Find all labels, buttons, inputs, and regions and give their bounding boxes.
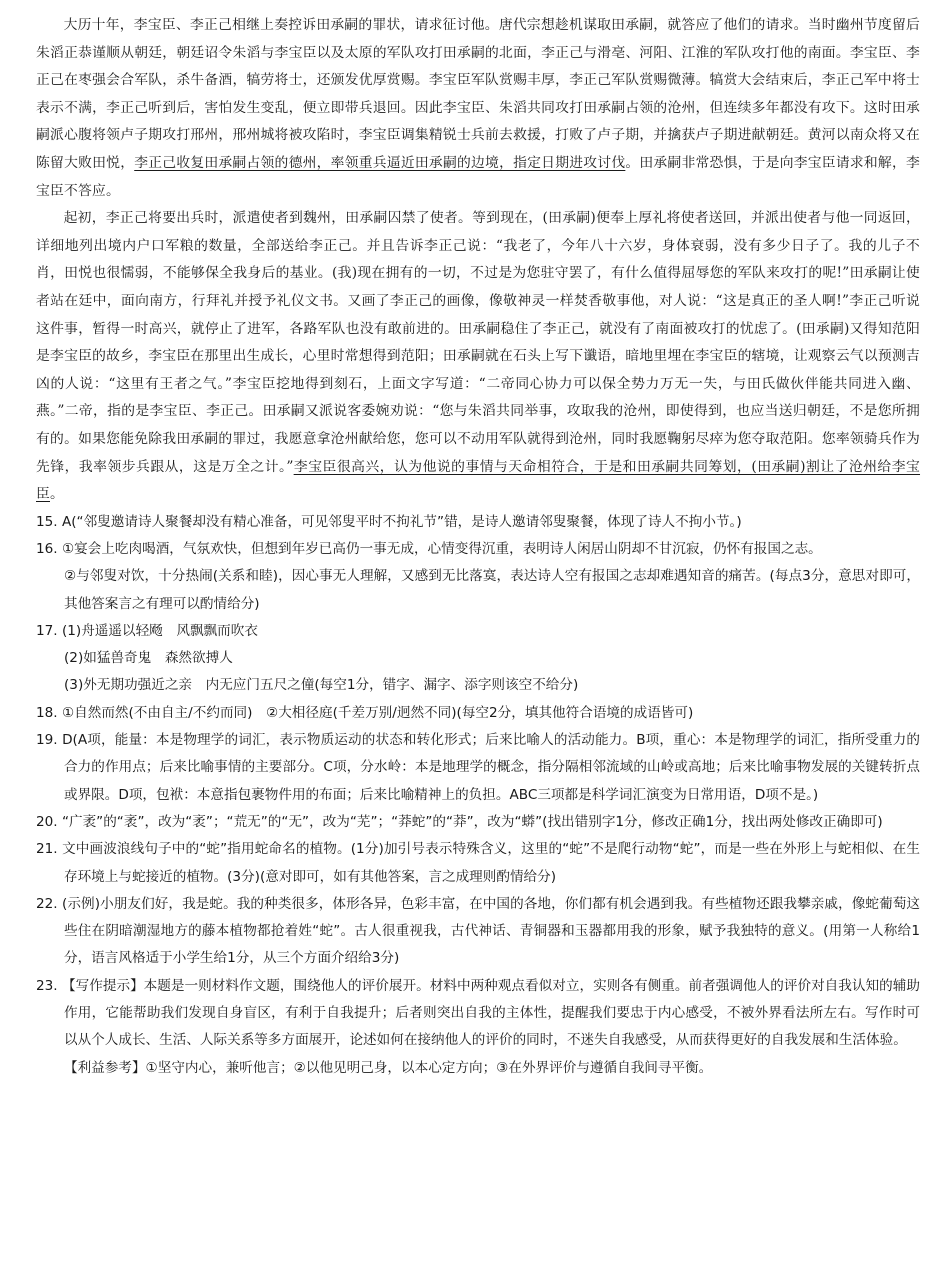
answer-15: 15. A(“邻叟邀请诗人聚餐却没有精心准备，可见邻叟平时不拘礼节”错，是诗人邀请邻叟聚餐，体现了诗人不拘小节。) bbox=[36, 513, 742, 530]
answer-17-item-3: (3)外无期功强近之亲 内无应门五尺之僮(每空1分，错字、漏字、添字则该空不给分) bbox=[64, 677, 579, 694]
answer-19: 19. D(A项，能量：本是物理学的词汇，表示物质运动的状态和转化形式；后来比喻人的活动能力。B项，重心：本是物理学的词汇，指所受重力的合力的作用点；后来比喻事情的主要部分。C项，分水岭：本是地理学的概念，指分隔相邻流域的山岭或高地；后来比喻事物发展的关键转折点或界限。D项，包袱：本意指包裹物件用的布面；后来比喻精神上的负担。ABC三项都是科学词汇演变为日常用语，D项不是。) bbox=[36, 732, 920, 803]
underlined-sentence-2: 李宝臣很高兴，认为他说的事情与天命相符合，于是和田承嗣共同筹划，(田承嗣)割让了沧州给李宝臣 bbox=[36, 458, 921, 503]
answer-list bbox=[36, 509, 920, 1082]
answer-22: 22. (示例)小朋友们好，我是蛇。我的种类很多，体形各异，色彩丰富，在中国的各地，你们都有机会遇到我。有些植物还跟我攀亲戚，像蛇葡萄这些住在阴暗潮湿地方的藤本植物都抢着姓“蛇”。古人很重视我，古代神话、青铜器和玉器都用我的形象，赋予我独特的意义。(用第一人称给1分，语言风格适于小学生给1分，从三个方面介绍给3分) bbox=[36, 895, 920, 967]
answer-17-item-2: (2)如猛兽奇鬼 森然欲搏人 bbox=[64, 650, 233, 667]
answer-23-writing-tip: 23. 【写作提示】本题是一则材料作文题，围绕他人的评价展开。材料中两种观点看似对立，实则各有侧重。前者强调他人的评价对自我认知的辅助作用，它能帮助我们发现自身盲区，有利于自我提升；后者则突出自我的主体性，提醒我们要忠于内心感受，不被外界看法所左右。写作时可以从个人成长、生活、人际关系等多方面展开，论述如何在接纳他人的评价的同时，不迷失自我感受，从而获得更好的自我发展和生活体验。 bbox=[36, 977, 920, 1049]
answer-16-point-2: ②与邻叟对饮，十分热闹(关系和睦)，因心事无人理解，又感到无比落寞，表达诗人空有报国之志却难遇知音的痛苦。(每点3分，意思对即可，其他答案言之有理可以酌情给分) bbox=[64, 568, 920, 612]
answer-18: 18. ①自然而然(不由自主/不约而同) ②大相径庭(千差万别/迥然不同)(每空2分，填其他符合语境的成语皆可) bbox=[36, 704, 694, 721]
underlined-sentence-1: 李正己收复田承嗣占领的德州，率领重兵逼近田承嗣的边境，指定日期进攻讨伐 bbox=[134, 154, 626, 171]
passage-paragraph-2: 起初，李正己将要出兵时，派遣使者到魏州，田承嗣囚禁了使者。等到现在，(田承嗣)便奉上厚礼将使者送回，并派出使者与他一同返回，详细地列出境内户口军粮的数量，全部送给李正己。并且告诉李正己说：“我老了，今年八十六岁，身体衰弱，没有多少日子了。我的儿子不肖，田悦也很懦弱，不能够保全我身后的基业。(我)现在拥有的一切，不过是为您驻守罢了，有什么值得屈辱您的军队来攻打的呢!”田承嗣让使者站在廷中，面向南方，行拜礼并授予礼仪文书。又画了李正己的画像，像敬神灵一样焚香敬事他，对人说：“这是真正的圣人啊!”李正己听说这件事，暂得一时高兴，就停止了进军，各路军队也没有敢前进的。田承嗣稳住了李正己，就没有了南面被攻打的忧虑了。(田承嗣)又得知范阳是李宝臣的故乡，李宝臣在那里出生成长，心里时常想得到范阳；田承嗣就在石头上写下谶语，暗地里埋在李宝臣的辖境，让观察云气以预测吉凶的人说：“这里有王者之气。”李宝臣挖地得到刻石，上面文字写道：“二帝同心协力可以保全势力万无一失，与田氏做伙伴能共同进入幽、燕。”二帝，指的是李宝臣、李正己。田承嗣又派说客委婉劝说：“您与朱滔共同举事，攻取我的沧州，即使得到，也应当送归朝廷，不是您所拥有的。如果您能免除我田承嗣的罪过，我愿意拿沧州献给您，您可以不动用军队就得到沧州，同时我愿鞠躬尽瘁为您夺取范阳。您率领骑兵作为先锋，我率领步兵跟从，这是万全之计。”李宝臣很高兴，认为他说的事情与天命相符合，于是和田承嗣共同筹划，(田承嗣)割让了沧州给李宝臣。 bbox=[36, 210, 921, 503]
answer-23-reference: 【利益参考】①坚守内心，兼听他言；②以他见明己身，以本心定方向；③在外界评价与遵循自我间寻平衡。 bbox=[64, 1059, 713, 1076]
answer-20: 20. “广袤”的“袤”，改为“袤”；“荒无”的“无”，改为“芜”；“莽蛇”的“莽”，改为“蟒”(找出错别字1分，修改正确1分，找出两处修改正确即可) bbox=[36, 813, 883, 830]
answer-17-item-1: 17. (1)舟遥遥以轻飏 风飘飘而吹衣 bbox=[36, 622, 258, 639]
answer-16-point-1: 16. ①宴会上吃肉喝酒，气氛欢快，但想到年岁已高仍一事无成，心情变得沉重，表明诗人闲居山阴却不甘沉寂，仍怀有报国之志。 bbox=[36, 540, 822, 557]
passage-paragraph-1: 大历十年，李宝臣、李正己相继上奏控诉田承嗣的罪状，请求征讨他。唐代宗想趁机谋取田承嗣，就答应了他们的请求。当时幽州节度留后朱滔正恭谨顺从朝廷，朝廷诏令朱滔与李宝臣以及太原的军队攻打田承嗣的北面，李正己与滑亳、河阳、江淮的军队攻打他的南面。李宝臣、李正己在枣强会合军队，杀牛备酒，犒劳将士，还颁发优厚赏赐。李宝臣军队赏赐丰厚，李正己军队赏赐微薄。犒赏大会结束后，李正己军中将士表示不满，李正己听到后，害怕发生变乱，便立即带兵退回。因此李宝臣、朱滔共同攻打田承嗣占领的沧州，但连续多年都没有攻下。这时田承嗣派心腹将领卢子期攻打邢州，邢州城将被攻陷时，李宝臣调集精锐士兵前去救援，打败了卢子期，并擒获卢子期进献朝廷。黄河以南众将又在陈留大败田悦，李正己收复田承嗣占领的德州，率领重兵逼近田承嗣的边境，指定日期进攻讨伐。田承嗣非常恐惧，于是向李宝臣请求和解，李宝臣不答应。 bbox=[36, 17, 920, 199]
translation-passage bbox=[36, 12, 920, 509]
answer-21: 21. 文中画波浪线句子中的“蛇”指用蛇命名的植物。(1分)加引号表示特殊含义，这里的“蛇”不是爬行动物“蛇”，而是一些在外形上与蛇相似、在生存环境上与蛇接近的植物。(3分)(意对即可，如有其他答案，言之成理则酌情给分) bbox=[36, 841, 920, 885]
